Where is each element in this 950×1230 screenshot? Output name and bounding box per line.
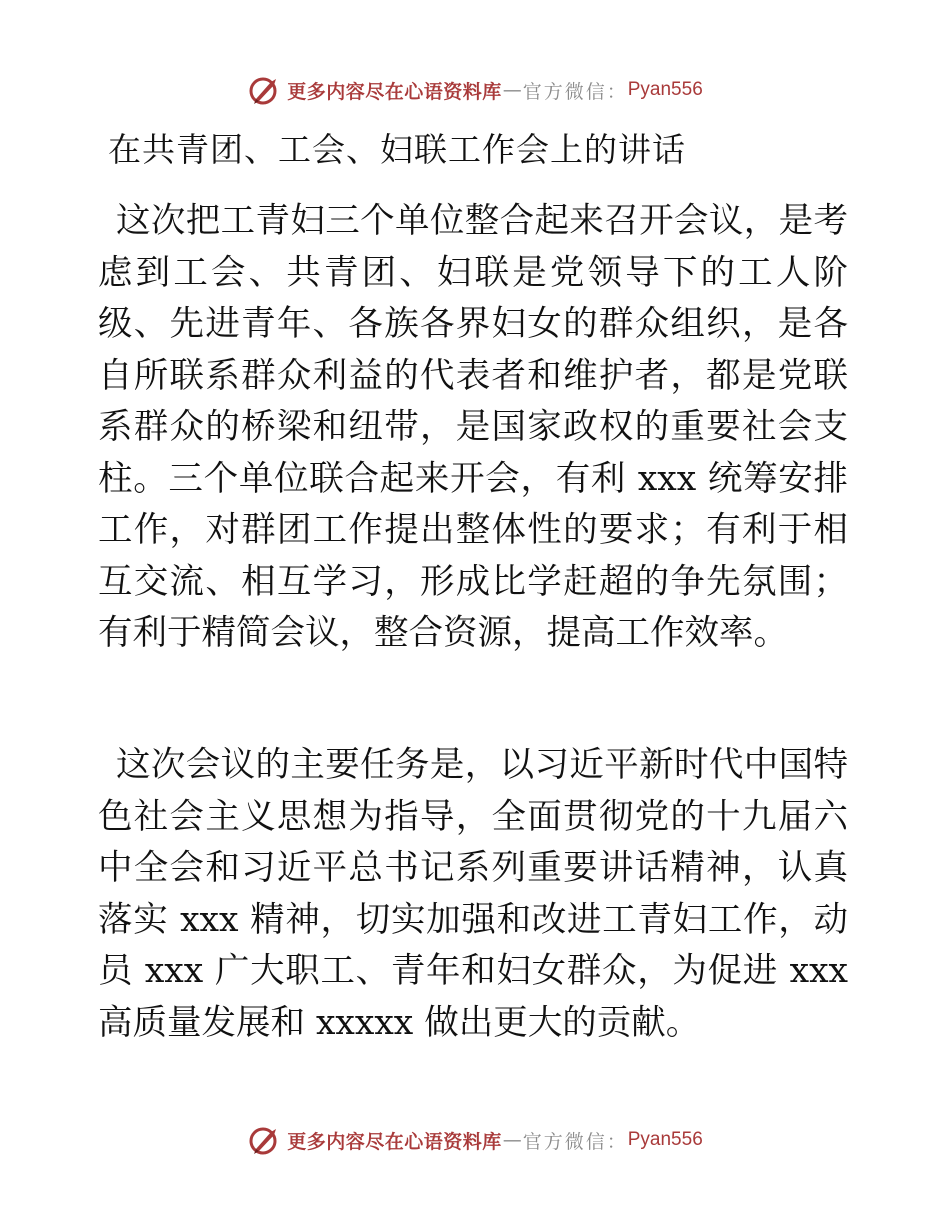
wechat-label: 官方微信： <box>522 1130 628 1153</box>
wechat-id: Pyan556 <box>627 79 703 100</box>
document-title: 在共青团、工会、妇联工作会上的讲话 <box>108 130 686 169</box>
banner-dash: — <box>502 79 522 101</box>
paragraph: 这次把工青妇三个单位整合起来召开会议，是考虑到工会、共青团、妇联是党领导下的工人阶级、先进青年、各族各界妇女的群众组织，是各自所联系群众利益的代表者和维护者，都是党联系群众的桥梁和纽带，是国家政权的重要社会支柱。三个单位联合起来开会，有利 xxx 统筹安排工作，对群团工作提出整体性的要求；有利于相互交流、相互学习，形成比学赶超的争先氛围；有利于精简会议，整合资源，提高工作效率。 <box>98 201 848 653</box>
pen-logo-icon <box>247 1123 281 1157</box>
banner-dash: — <box>502 1129 522 1151</box>
wechat-label: 官方微信： <box>522 80 628 103</box>
site-name: 更多内容尽在心语资料库 <box>287 80 502 103</box>
site-name: 更多内容尽在心语资料库 <box>287 1130 502 1153</box>
footer-banner <box>0 1120 950 1160</box>
wechat-id: Pyan556 <box>627 1129 703 1150</box>
header-banner <box>0 70 950 110</box>
pen-logo-icon <box>247 73 281 107</box>
paragraph: 这次会议的主要任务是，以习近平新时代中国特色社会主义思想为指导，全面贯彻党的十九届六中全会和习近平总书记系列重要讲话精神，认真落实 xxx 精神，切实加强和改进工青妇工作，动员 xxx 广大职工、青年和妇女群众，为促进 xxx 高质量发展和 xxxxx 做出更大的贡献。 <box>98 745 848 1043</box>
